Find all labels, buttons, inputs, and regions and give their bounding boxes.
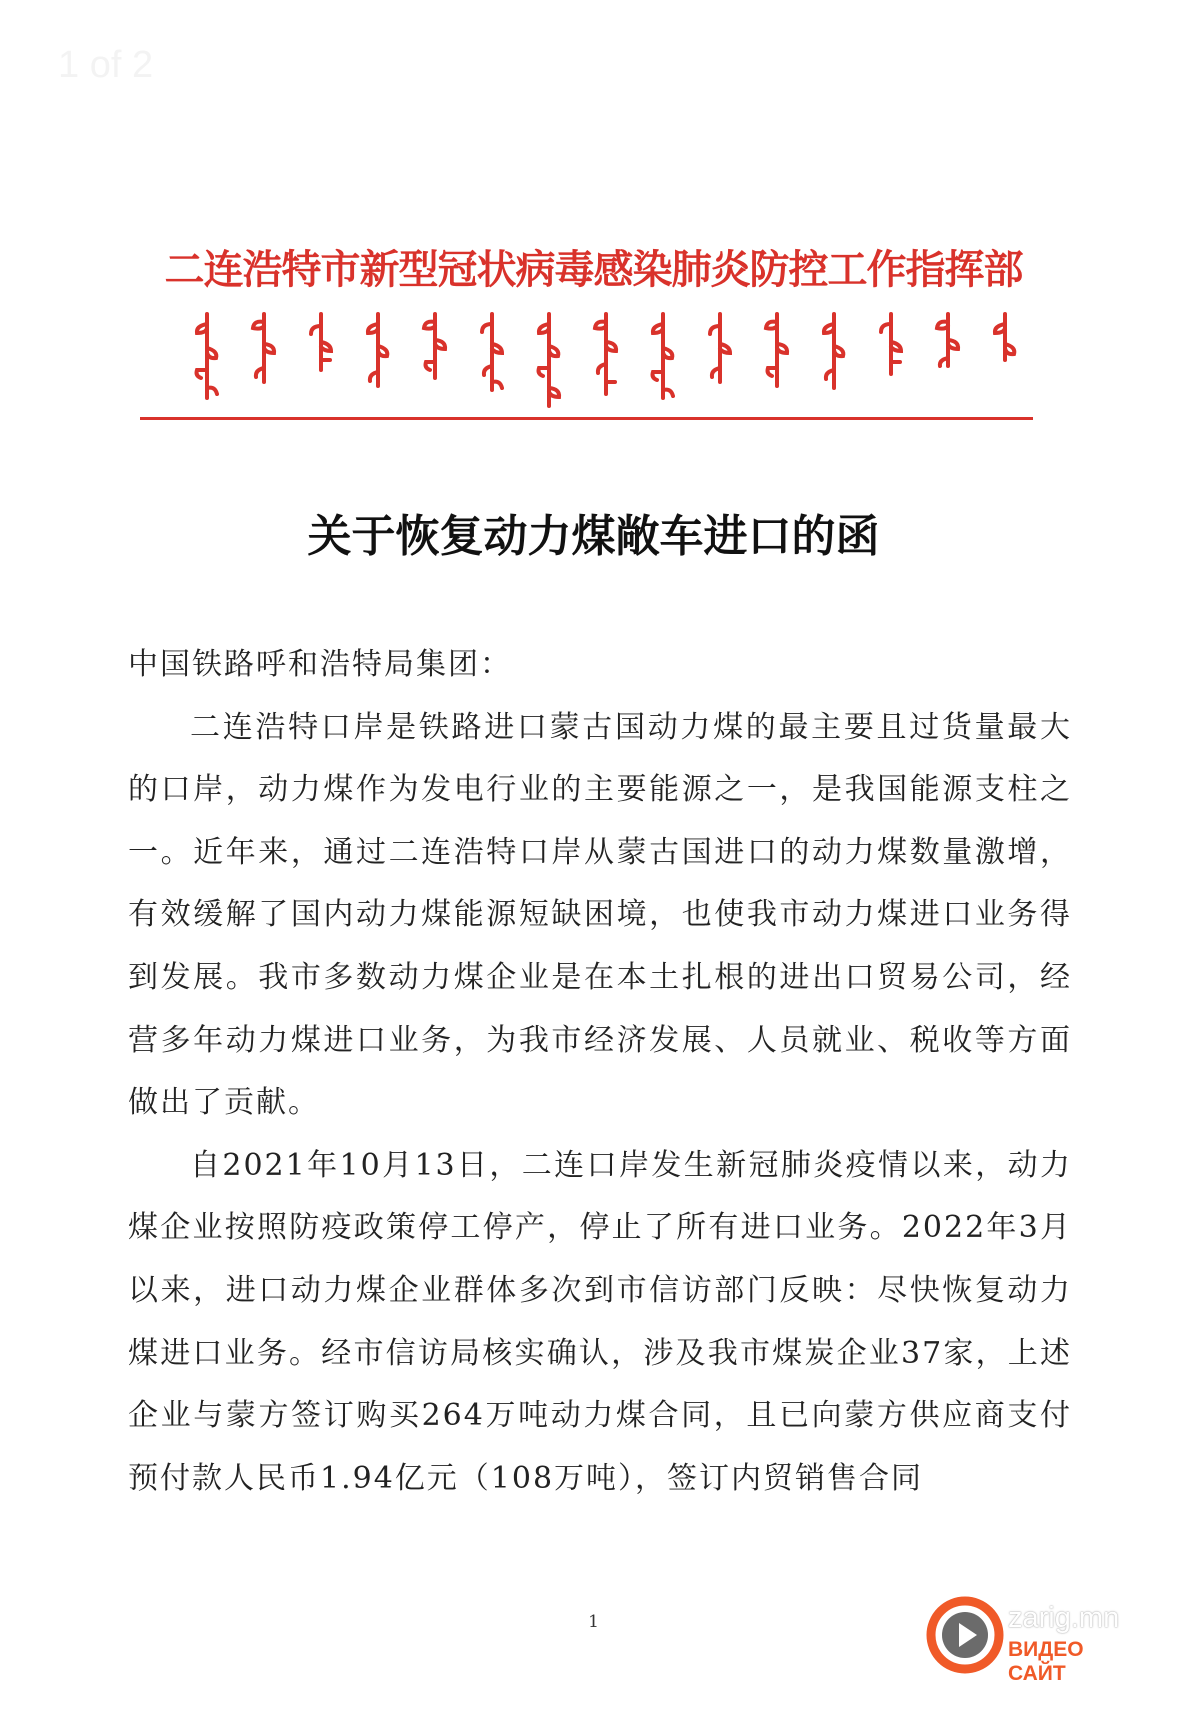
mongolian-script-glyph: [534, 312, 564, 412]
mongolian-script-glyph: [933, 312, 963, 372]
mongolian-script-glyph: [420, 312, 450, 384]
mongolian-script-glyph: [819, 312, 849, 394]
site-watermark: [924, 1594, 1144, 1685]
body-paragraph: 二连浩特口岸是铁路进口蒙古国动力煤的最主要且过货量最大的口岸，动力煤作为发电行业的主要能源之一，是我国能源支柱之一。近年来，通过二连浩特口岸从蒙古国进口的动力煤数量激增，有效缓解了国内动力煤能源短缺困境，也使我市动力煤进口业务得到发展。我市多数动力煤企业是在本土扎根的进出口贸易公司，经营多年动力煤进口业务，为我市经济发展、人员就业、税收等方面做出了贡献。: [128, 709, 1072, 1121]
watermark-site-name: zarig.mn: [1008, 1602, 1120, 1634]
mongolian-script-glyph: [306, 312, 336, 376]
page-number: 1: [588, 1612, 599, 1632]
mongolian-script-glyph: [876, 312, 906, 380]
salutation: 中国铁路呼和浩特局集团：: [128, 647, 512, 682]
issuer-header-title: 二连浩特市新型冠状病毒感染肺炎防控工作指挥部: [164, 246, 1023, 293]
mongolian-script-glyph: [762, 312, 792, 392]
body-paragraph: 自2021年10月13日，二连口岸发生新冠肺炎疫情以来，动力煤企业按照防疫政策停工停产，停止了所有进口业务。2022年3月以来，进口动力煤企业群体多次到市信访部门反映：尽快恢复动力煤进口业务。经市信访局核实确认，涉及我市煤炭企业37家，上述企业与蒙方签订购买264万吨动力煤合同，且已向蒙方供应商支付预付款人民币1.94亿元（108万吨），签订内贸销售合同: [128, 1147, 1072, 1496]
mongolian-script-glyph: [705, 312, 735, 388]
mongolian-script-glyph: [477, 312, 507, 396]
mongolian-script-glyph: [249, 312, 279, 388]
play-circle-icon: [924, 1594, 1006, 1676]
document-title: 关于恢复动力煤敞车进口的函: [307, 511, 880, 562]
page-counter: 1 of 2: [58, 44, 154, 86]
watermark-subtitle: ВИДЕО САЙТ: [1008, 1638, 1084, 1685]
header-red-rule: [140, 417, 1033, 420]
mongolian-script-glyph: [990, 312, 1020, 366]
mongolian-script-glyph: [192, 312, 222, 402]
mongolian-script-header: [192, 312, 1020, 422]
mongolian-script-glyph: [648, 312, 678, 404]
document-body: [128, 634, 1072, 1510]
mongolian-script-glyph: [591, 312, 621, 400]
mongolian-script-glyph: [363, 312, 393, 392]
